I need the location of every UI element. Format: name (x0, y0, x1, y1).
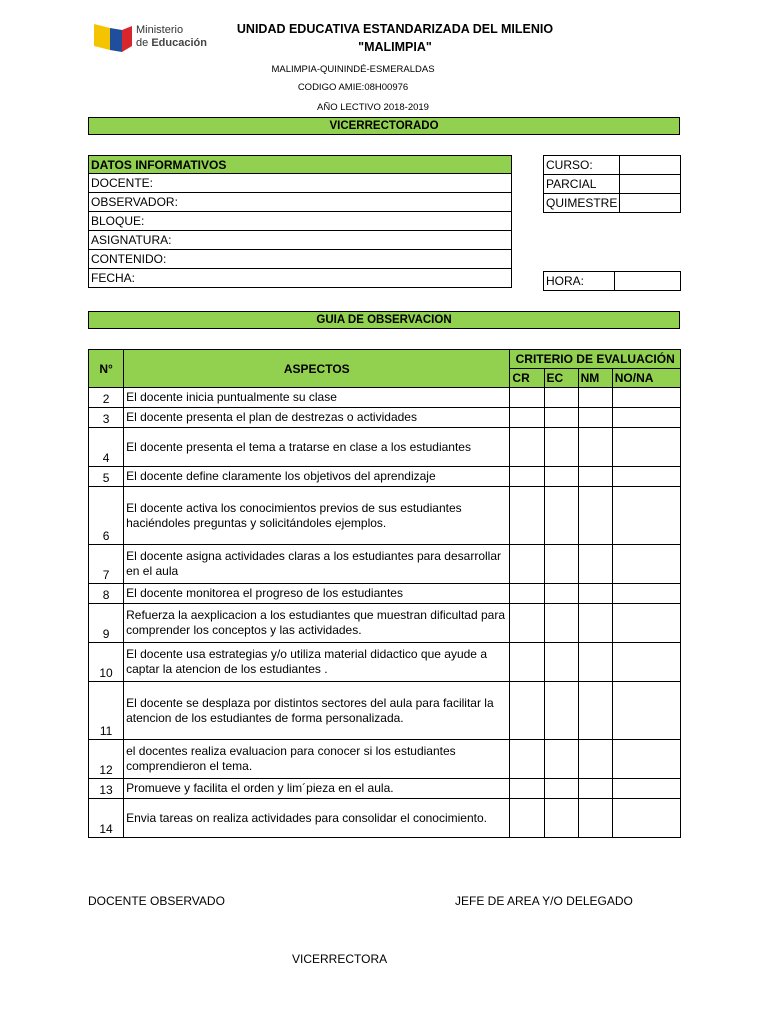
ec-cell[interactable] (544, 487, 578, 545)
ec-cell[interactable] (544, 428, 578, 467)
logo-line-2: de (136, 37, 149, 49)
nona-cell[interactable] (612, 428, 680, 467)
school-location: MALIMPIA-QUININDÉ-ESMERALDAS (271, 64, 435, 75)
school-short-name: "MALIMPIA" (358, 40, 432, 54)
info-field-asignatura[interactable]: ASIGNATURA: (89, 231, 512, 250)
signature-vicerrectora: VICERRECTORA (292, 952, 388, 966)
amie-code: CODIGO AMIE:08H00976 (297, 82, 409, 93)
row-aspect: El docente se desplaza por distintos sectores del aula para facilitar la atencion de los estudiantes de forma personalizada. (124, 682, 510, 740)
ec-cell[interactable] (544, 643, 578, 682)
row-number: 3 (89, 408, 124, 428)
nona-cell[interactable] (612, 799, 680, 838)
nm-cell[interactable] (578, 388, 612, 408)
cr-cell[interactable] (510, 584, 544, 604)
nm-cell[interactable] (578, 604, 612, 643)
nona-cell[interactable] (612, 467, 680, 487)
info-table (88, 155, 512, 288)
ec-cell[interactable] (544, 584, 578, 604)
ec-cell[interactable] (544, 779, 578, 799)
nona-cell[interactable] (612, 408, 680, 428)
nm-cell[interactable] (578, 545, 612, 584)
row-aspect: El docente define claramente los objetivos del aprendizaje (124, 467, 510, 487)
quimestre-value[interactable] (620, 194, 681, 213)
info-field-bloque[interactable]: BLOQUE: (89, 212, 512, 231)
row-aspect: Refuerza la aexplicacion a los estudiantes que muestran dificultad para comprender los conceptos y las actividades. (124, 604, 510, 643)
info-field-fecha[interactable]: FECHA: (89, 269, 512, 288)
ec-cell[interactable] (544, 467, 578, 487)
row-number: 6 (89, 487, 124, 545)
nm-cell[interactable] (578, 487, 612, 545)
curso-value[interactable] (620, 156, 681, 175)
cr-cell[interactable] (510, 643, 544, 682)
cr-cell[interactable] (510, 604, 544, 643)
school-year: AÑO LECTIVO 2018-2019 (317, 102, 429, 113)
row-number: 2 (89, 388, 124, 408)
table-row (89, 682, 681, 740)
cr-cell[interactable] (510, 779, 544, 799)
table-row (89, 643, 681, 682)
quimestre-label: QUIMESTRE (544, 194, 620, 213)
row-number: 13 (89, 779, 124, 799)
row-aspect: El docente asigna actividades claras a los estudiantes para desarrollar en el aula (124, 545, 510, 584)
cr-cell[interactable] (510, 467, 544, 487)
row-aspect: Envia tareas on realiza actividades para consolidar el conocimiento. (124, 799, 510, 838)
criteria-nona: NO/NA (612, 369, 680, 388)
row-aspect: El docente inicia puntualmente su clase (124, 388, 510, 408)
hora-table (543, 271, 681, 291)
parcial-label: PARCIAL (544, 175, 620, 194)
nona-cell[interactable] (612, 545, 680, 584)
col-number-header: N° (89, 350, 124, 388)
row-aspect: El docente presenta el tema a tratarse en clase a los estudiantes (124, 428, 510, 467)
ec-cell[interactable] (544, 604, 578, 643)
school-name: UNIDAD EDUCATIVA ESTANDARIZADA DEL MILENIO (236, 22, 554, 36)
nona-cell[interactable] (612, 604, 680, 643)
row-aspect: el docentes realiza evaluacion para conocer si los estudiantes comprendieron el tema. (124, 740, 510, 779)
logo-line-3: Educación (151, 37, 207, 49)
signature-docente-observado: DOCENTE OBSERVADO (88, 894, 225, 908)
col-aspects-header: ASPECTOS (124, 350, 510, 388)
row-number: 4 (89, 428, 124, 467)
nm-cell[interactable] (578, 643, 612, 682)
nm-cell[interactable] (578, 428, 612, 467)
info-field-observador[interactable]: OBSERVADOR: (89, 193, 512, 212)
guide-title-bar: GUIA DE OBSERVACION (88, 311, 680, 329)
ec-cell[interactable] (544, 740, 578, 779)
row-number: 11 (89, 682, 124, 740)
criteria-nm: NM (578, 369, 612, 388)
info-title: DATOS INFORMATIVOS (89, 156, 512, 174)
row-aspect: Promueve y facilita el orden y lim´pieza en el aula. (124, 779, 510, 799)
info-field-docente[interactable]: DOCENTE: (89, 174, 512, 193)
observation-table (88, 349, 681, 838)
nona-cell[interactable] (612, 740, 680, 779)
criteria-ec: EC (544, 369, 578, 388)
table-row (89, 799, 681, 838)
ec-cell[interactable] (544, 545, 578, 584)
table-row (89, 467, 681, 487)
row-number: 7 (89, 545, 124, 584)
curso-label: CURSO: (544, 156, 620, 175)
row-number: 12 (89, 740, 124, 779)
parcial-value[interactable] (620, 175, 681, 194)
ec-cell[interactable] (544, 799, 578, 838)
row-number: 9 (89, 604, 124, 643)
nona-cell[interactable] (612, 584, 680, 604)
cr-cell[interactable] (510, 428, 544, 467)
table-row (89, 604, 681, 643)
side-info-table (543, 155, 681, 213)
nm-cell[interactable] (578, 408, 612, 428)
logo-text (136, 24, 207, 50)
row-number: 14 (89, 799, 124, 838)
nm-cell[interactable] (578, 799, 612, 838)
flag-logo-icon (92, 20, 136, 56)
row-aspect: El docente activa los conocimientos previos de sus estudiantes haciéndoles preguntas y solicitándoles ejemplos. (124, 487, 510, 545)
row-aspect: El docente usa estrategias y/o utiliza material didactico que ayude a captar la atencion de los estudiantes . (124, 643, 510, 682)
table-row (89, 545, 681, 584)
table-row (89, 779, 681, 799)
ec-cell[interactable] (544, 682, 578, 740)
table-row (89, 487, 681, 545)
nm-cell[interactable] (578, 740, 612, 779)
table-row (89, 388, 681, 408)
cr-cell[interactable] (510, 799, 544, 838)
nm-cell[interactable] (578, 682, 612, 740)
nona-cell[interactable] (612, 487, 680, 545)
ec-cell[interactable] (544, 408, 578, 428)
hora-value[interactable] (615, 272, 681, 291)
info-field-contenido[interactable]: CONTENIDO: (89, 250, 512, 269)
criteria-cr: CR (510, 369, 544, 388)
cr-cell[interactable] (510, 408, 544, 428)
nm-cell[interactable] (578, 467, 612, 487)
table-row (89, 428, 681, 467)
nm-cell[interactable] (578, 584, 612, 604)
nona-cell[interactable] (612, 779, 680, 799)
hora-label: HORA: (544, 272, 615, 291)
row-number: 5 (89, 467, 124, 487)
row-aspect: El docente presenta el plan de destrezas o actividades (124, 408, 510, 428)
cr-cell[interactable] (510, 545, 544, 584)
col-criteria-header: CRITERIO DE EVALUACIÓN (510, 350, 681, 369)
table-row (89, 408, 681, 428)
department-bar: VICERRECTORADO (88, 117, 680, 135)
nona-cell[interactable] (612, 682, 680, 740)
nona-cell[interactable] (612, 388, 680, 408)
cr-cell[interactable] (510, 682, 544, 740)
cr-cell[interactable] (510, 388, 544, 408)
table-row (89, 584, 681, 604)
ec-cell[interactable] (544, 388, 578, 408)
logo-line-1: Ministerio (136, 24, 184, 36)
table-row (89, 740, 681, 779)
signature-jefe-area: JEFE DE AREA Y/O DELEGADO (455, 894, 633, 908)
cr-cell[interactable] (510, 487, 544, 545)
nona-cell[interactable] (612, 643, 680, 682)
nm-cell[interactable] (578, 779, 612, 799)
row-number: 8 (89, 584, 124, 604)
row-number: 10 (89, 643, 124, 682)
cr-cell[interactable] (510, 740, 544, 779)
row-aspect: El docente monitorea el progreso de los estudiantes (124, 584, 510, 604)
